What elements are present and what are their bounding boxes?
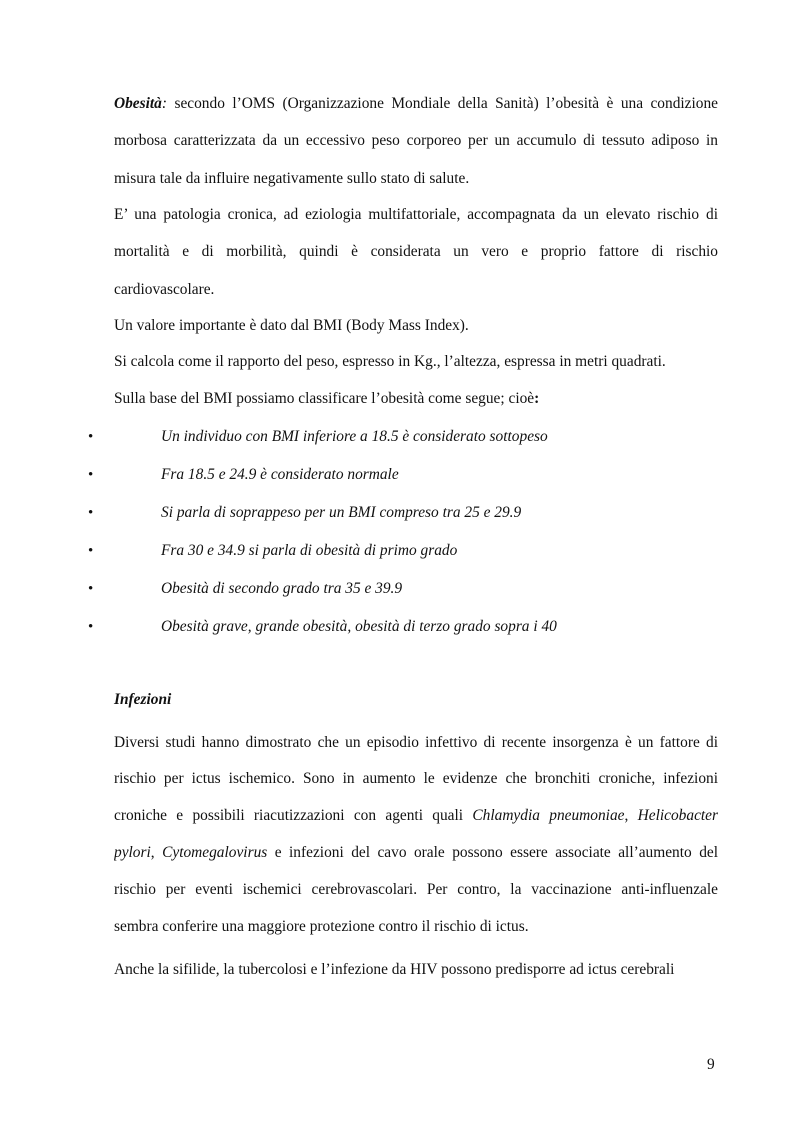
helicobacter: Helicobacter <box>637 807 718 824</box>
infections-line-3 <box>114 806 718 826</box>
pathology-line-3: cardiovascolare. <box>114 281 215 298</box>
pathology-line-1: E’ una patologia cronica, ad eziologia multifattoriale, accompagnata da un elevato rischio di <box>114 206 718 223</box>
cytomegalovirus: Cytomegalovirus <box>162 844 268 861</box>
obesity-term-colon: : <box>161 95 168 112</box>
bullet-icon: • <box>88 505 94 521</box>
obesity-definition-text: secondo l’OMS (Organizzazione Mondiale della Sanità) l’obesità è una condizione <box>167 95 718 112</box>
list-item: Obesità di secondo grado tra 35 e 39.9 <box>161 580 403 597</box>
chlamydia-pneumoniae: Chlamydia pneumoniae <box>472 807 625 824</box>
list-item: Fra 30 e 34.9 si parla di obesità di primo grado <box>161 542 458 559</box>
section-heading-infezioni: Infezioni <box>114 691 172 708</box>
list-item: Un individuo con BMI inferiore a 18.5 è considerato sottopeso <box>161 428 548 445</box>
bmi-classification-text: Sulla base del BMI possiamo classificare l’obesità come segue; cioè <box>114 390 535 407</box>
list-item: Si parla di soprappeso per un BMI compreso tra 25 e 29.9 <box>161 504 522 521</box>
closing-line: Anche la sifilide, la tubercolosi e l’infezione da HIV possono predisporre ad ictus cerebrali <box>114 961 675 978</box>
infections-text: e infezioni del cavo orale possono essere associate all’aumento del <box>267 844 718 861</box>
infections-line-4 <box>114 843 718 863</box>
bmi-classification-colon: : <box>534 390 540 407</box>
bmi-intro: Un valore importante è dato dal BMI (Body Mass Index). <box>114 317 469 334</box>
infections-line-6: sembra conferire una maggiore protezione contro il rischio di ictus. <box>114 918 529 935</box>
bmi-classification-intro <box>114 389 539 409</box>
bullet-icon: • <box>88 581 94 597</box>
obesity-term: Obesità <box>114 95 162 112</box>
infections-comma: , <box>624 807 638 824</box>
obesity-definition-line-1 <box>114 94 718 114</box>
obesity-definition-line-2: morbosa caratterizzata da un eccessivo peso corporeo per un accumulo di tessuto adiposo in <box>114 132 718 149</box>
pylori: pylori <box>114 844 151 861</box>
list-item: Obesità grave, grande obesità, obesità di terzo grado sopra i 40 <box>161 618 557 635</box>
obesity-definition-line-3: misura tale da influire negativamente sullo stato di salute. <box>114 170 470 187</box>
bullet-icon: • <box>88 467 94 483</box>
page-number: 9 <box>707 1056 715 1073</box>
bullet-icon: • <box>88 429 94 445</box>
bmi-formula: Si calcola come il rapporto del peso, espresso in Kg., l’altezza, espressa in metri quadrati. <box>114 353 666 370</box>
infections-line-5: rischio per eventi ischemici cerebrovascolari. Per contro, la vaccinazione anti-influenzale <box>114 881 718 898</box>
infections-comma: , <box>150 844 163 861</box>
list-item: Fra 18.5 e 24.9 è considerato normale <box>161 466 399 483</box>
bullet-icon: • <box>88 619 94 635</box>
infections-line-2: rischio per ictus ischemico. Sono in aumento le evidenze che bronchiti croniche, infezioni <box>114 770 718 787</box>
pathology-line-2: mortalità e di morbilità, quindi è considerata un vero e proprio fattore di rischio <box>114 243 718 260</box>
bullet-icon: • <box>88 543 94 559</box>
infections-line-1: Diversi studi hanno dimostrato che un episodio infettivo di recente insorgenza è un fattore di <box>114 734 718 751</box>
infections-text: croniche e possibili riacutizzazioni con agenti quali <box>114 807 473 824</box>
